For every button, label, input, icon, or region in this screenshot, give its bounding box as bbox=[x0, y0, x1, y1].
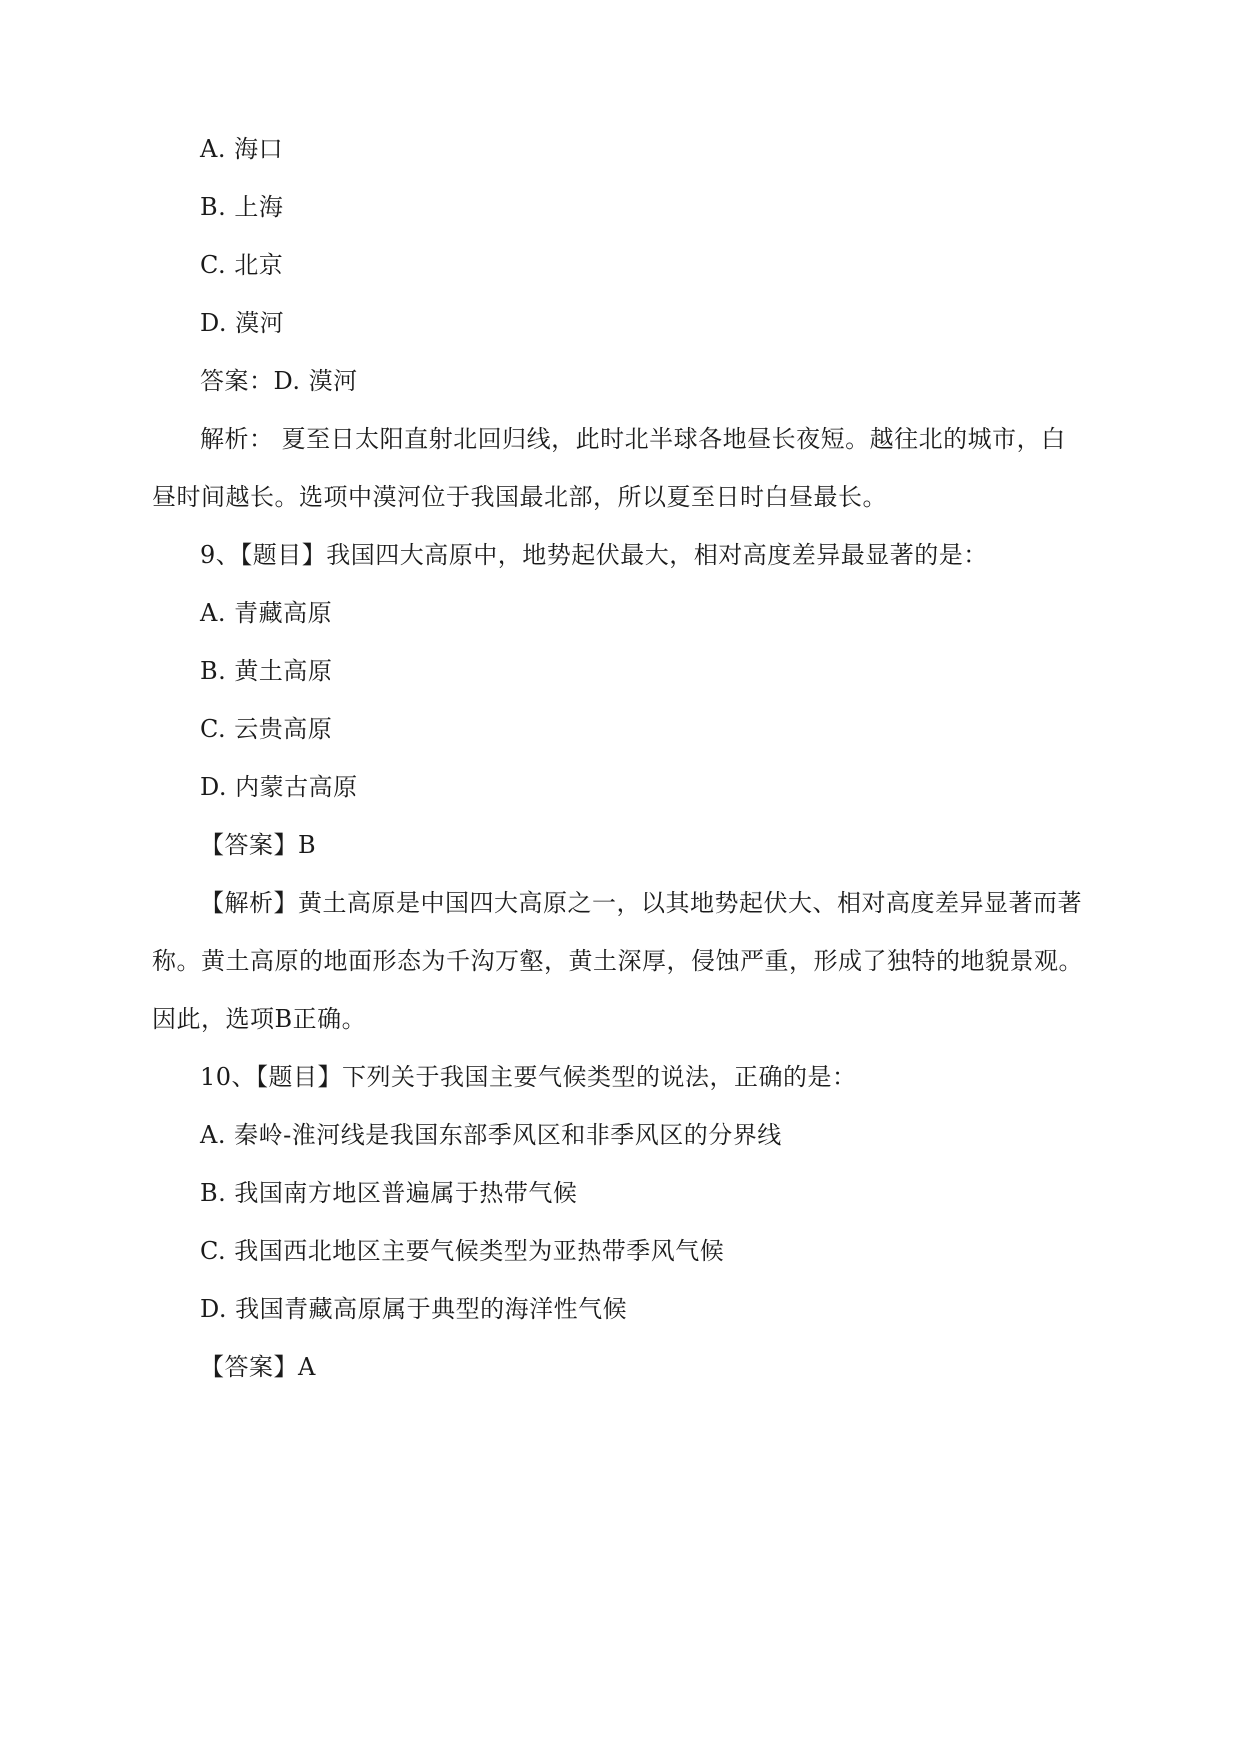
q9-option-c: C. 云贵高原 bbox=[200, 715, 333, 743]
q10-answer: 【答案】A bbox=[200, 1353, 316, 1381]
q9-option-d: D. 内蒙古高原 bbox=[200, 773, 358, 801]
q10-option-b: B. 我国南方地区普遍属于热带气候 bbox=[200, 1179, 578, 1207]
q8-option-d: D. 漠河 bbox=[200, 309, 285, 337]
q9-option-b: B. 黄土高原 bbox=[200, 657, 333, 685]
q8-option-c: C. 北京 bbox=[200, 251, 284, 279]
q10-question: 10、【题目】下列关于我国主要气候类型的说法，正确的是： bbox=[200, 1063, 857, 1091]
q9-question: 9、【题目】我国四大高原中，地势起伏最大，相对高度差异最显著的是： bbox=[200, 541, 988, 569]
q9-analysis-line-3: 因此，选项B正确。 bbox=[152, 1005, 367, 1033]
q10-option-d: D. 我国青藏高原属于典型的海洋性气候 bbox=[200, 1295, 628, 1323]
q8-option-b: B. 上海 bbox=[200, 193, 284, 221]
q10-option-c: C. 我国西北地区主要气候类型为亚热带季风气候 bbox=[200, 1237, 725, 1265]
q8-analysis-line-2: 昼时间越长。选项中漠河位于我国最北部，所以夏至日时白昼最长。 bbox=[152, 483, 887, 511]
q9-option-a: A. 青藏高原 bbox=[200, 599, 333, 627]
q9-analysis-line-2: 称。黄土高原的地面形态为千沟万壑，黄土深厚，侵蚀严重，形成了独特的地貌景观。 bbox=[152, 947, 1083, 975]
q9-answer: 【答案】B bbox=[200, 831, 317, 859]
q9-analysis-line-1: 【解析】黄土高原是中国四大高原之一，以其地势起伏大、相对高度差异显著而著 bbox=[200, 889, 1082, 917]
q10-option-a: A. 秦岭-淮河线是我国东部季风区和非季风区的分界线 bbox=[200, 1121, 782, 1149]
q8-answer: 答案：D. 漠河 bbox=[200, 367, 358, 395]
q8-option-a: A. 海口 bbox=[200, 135, 284, 163]
q8-analysis-line-1: 解析： 夏至日太阳直射北回归线，此时北半球各地昼长夜短。越往北的城市，白 bbox=[200, 425, 1066, 453]
